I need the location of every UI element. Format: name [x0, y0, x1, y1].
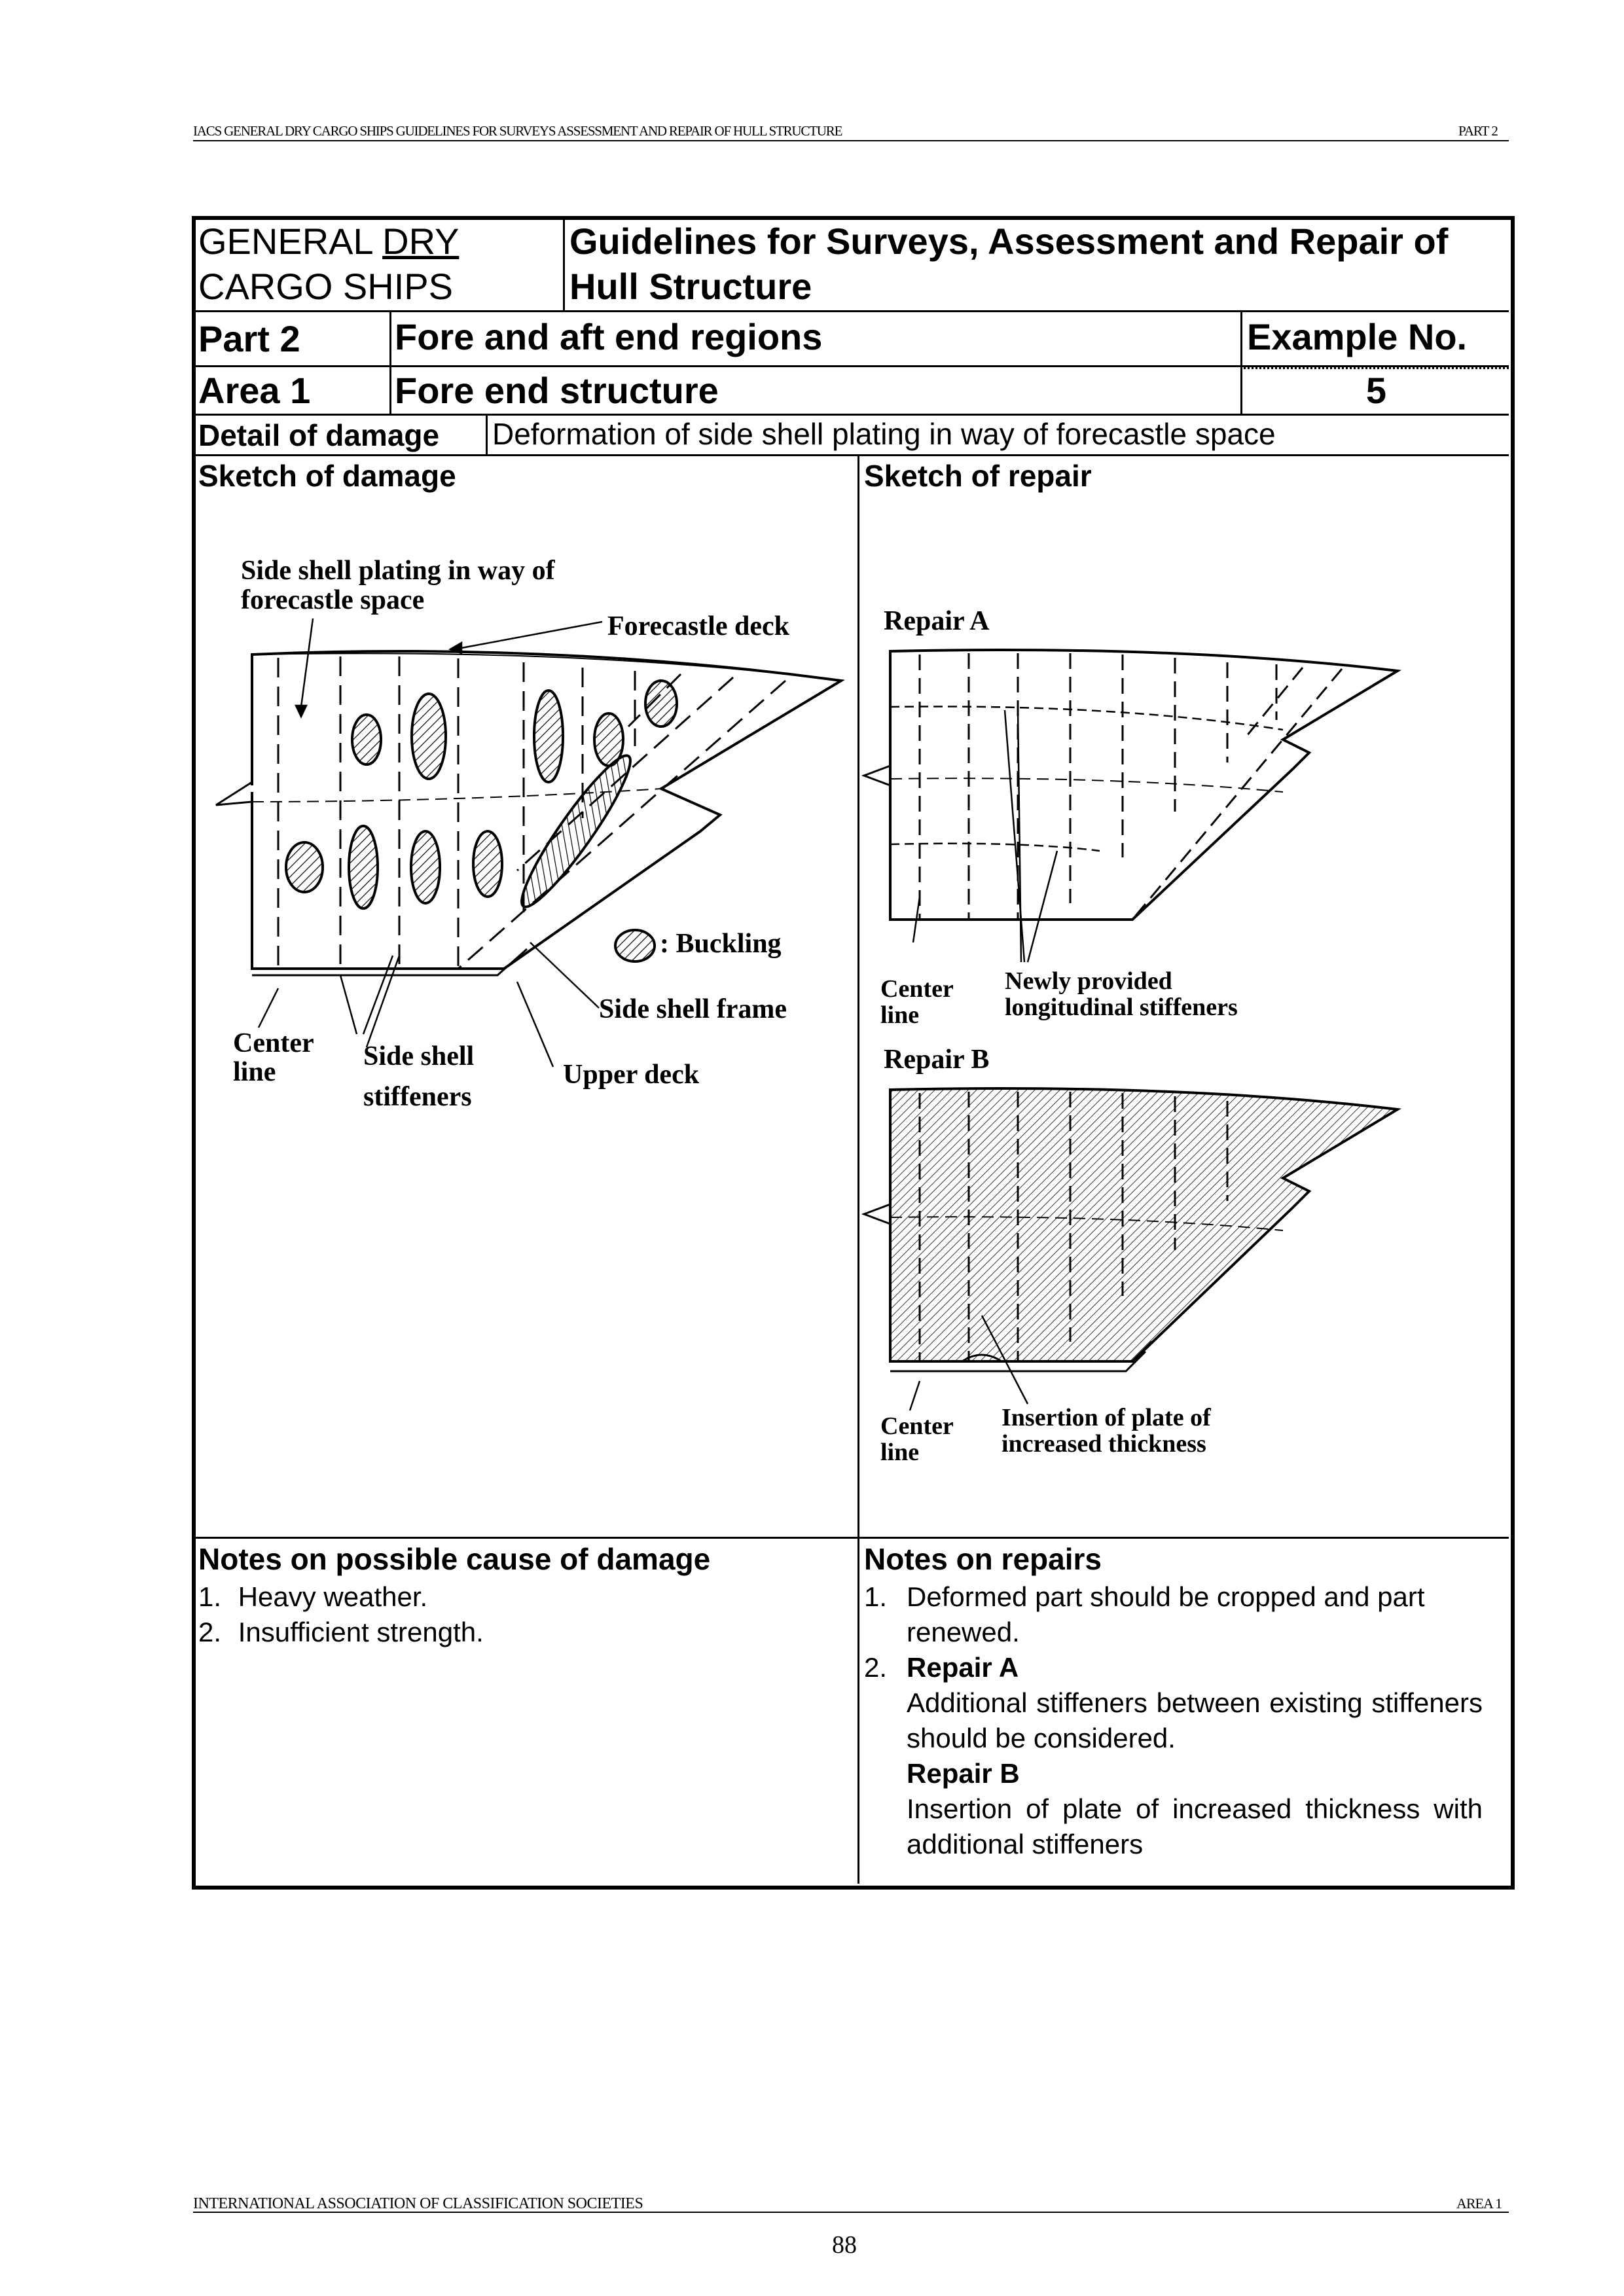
area-label: Area 1: [198, 370, 311, 411]
example-label: Example No.: [1247, 316, 1468, 357]
running-header-left: IACS GENERAL DRY CARGO SHIPS GUIDELINES FOR SURVEYS ASSESSMENT AND REPAIR OF HULL STRUCTURE: [193, 123, 842, 139]
guideline-title-line2: Hull Structure: [569, 266, 812, 307]
label-stiffeners: stiffeners: [363, 1082, 472, 1112]
damage-sketch-heading: Sketch of damage: [198, 459, 456, 493]
repair-item-num: 1.: [864, 1581, 888, 1612]
cause-item-num: 1.: [198, 1581, 222, 1612]
cause-item-text: Heavy weather.: [238, 1581, 428, 1612]
repair-a-line: line: [880, 1001, 920, 1029]
cause-item: [198, 1615, 484, 1650]
example-number: 5: [1365, 370, 1387, 411]
repair-a-text: Additional stiffeners between existing stiffeners should be considered.: [907, 1687, 1483, 1753]
running-header-right: PART 2: [1458, 123, 1498, 139]
label-upper-deck: Upper deck: [563, 1060, 700, 1090]
footer-left: INTERNATIONAL ASSOCIATION OF CLASSIFICATION SOCIETIES: [193, 2195, 643, 2212]
row-divider: [194, 1537, 1509, 1539]
footer-right: AREA 1: [1456, 2195, 1502, 2212]
label-forecastle-deck: Forecastle deck: [607, 611, 789, 641]
cause-item: [198, 1579, 427, 1615]
label-line: line: [233, 1057, 276, 1087]
repair-b-line: line: [880, 1439, 920, 1466]
repair-a-title: Repair A: [884, 606, 990, 636]
repair-b-note-2: increased thickness: [1001, 1430, 1206, 1458]
part-title: Fore and aft end regions: [395, 316, 823, 357]
repair-a-center: Center: [880, 975, 954, 1003]
guideline-title-line1: Guidelines for Surveys, Assessment and Repair of: [569, 221, 1449, 262]
area-title: Fore end structure: [395, 370, 719, 411]
col-divider: [389, 310, 391, 415]
detail-value: Deformation of side shell plating in way of forecastle space: [492, 417, 1276, 451]
repair-a-note-1: Newly provided: [1005, 967, 1172, 995]
repair-b-label: Repair B: [907, 1758, 1020, 1789]
header-rule: [193, 140, 1509, 141]
col-divider: [563, 218, 565, 311]
col-divider: [1240, 310, 1242, 415]
ship-type-line2: CARGO SHIPS: [198, 266, 453, 307]
row-divider: [194, 454, 1509, 456]
notes-cause-heading: Notes on possible cause of damage: [198, 1542, 711, 1576]
label-side-shell: Side shell: [363, 1041, 475, 1071]
label-side-shell-plating-2: forecastle space: [241, 585, 425, 615]
detail-label: Detail of damage: [198, 418, 440, 452]
page-number: 88: [832, 2231, 857, 2259]
repair-a-label: Repair A: [907, 1652, 1019, 1683]
label-side-shell-frame: Side shell frame: [599, 994, 787, 1024]
repair-b-title: Repair B: [884, 1045, 990, 1075]
repair-b-text: Insertion of plate of increased thickness with additional stiffeners: [907, 1793, 1483, 1859]
label-center: Center: [233, 1028, 314, 1058]
label-side-shell-plating-1: Side shell plating in way of: [241, 556, 555, 586]
ship-type-line1: GENERAL DRY: [198, 221, 460, 262]
cause-item-num: 2.: [198, 1617, 222, 1647]
repair-sketch-heading: Sketch of repair: [864, 459, 1092, 493]
cause-item-text: Insufficient strength.: [238, 1617, 484, 1647]
label-buckling: : Buckling: [660, 929, 782, 959]
col-divider: [486, 414, 488, 455]
repair-a-note-2: longitudinal stiffeners: [1005, 994, 1238, 1021]
repair-sketch-drawing: [859, 497, 1507, 1479]
footer-rule: [193, 2212, 1509, 2213]
part-label: Part 2: [198, 318, 300, 359]
notes-repairs-heading: Notes on repairs: [864, 1542, 1102, 1576]
repair-item-text: Deformed part should be cropped and part renewed.: [907, 1581, 1425, 1647]
repair-item-num: 2.: [864, 1652, 888, 1683]
repair-b-note-1: Insertion of plate of: [1001, 1404, 1211, 1431]
repair-b-center: Center: [880, 1412, 954, 1440]
